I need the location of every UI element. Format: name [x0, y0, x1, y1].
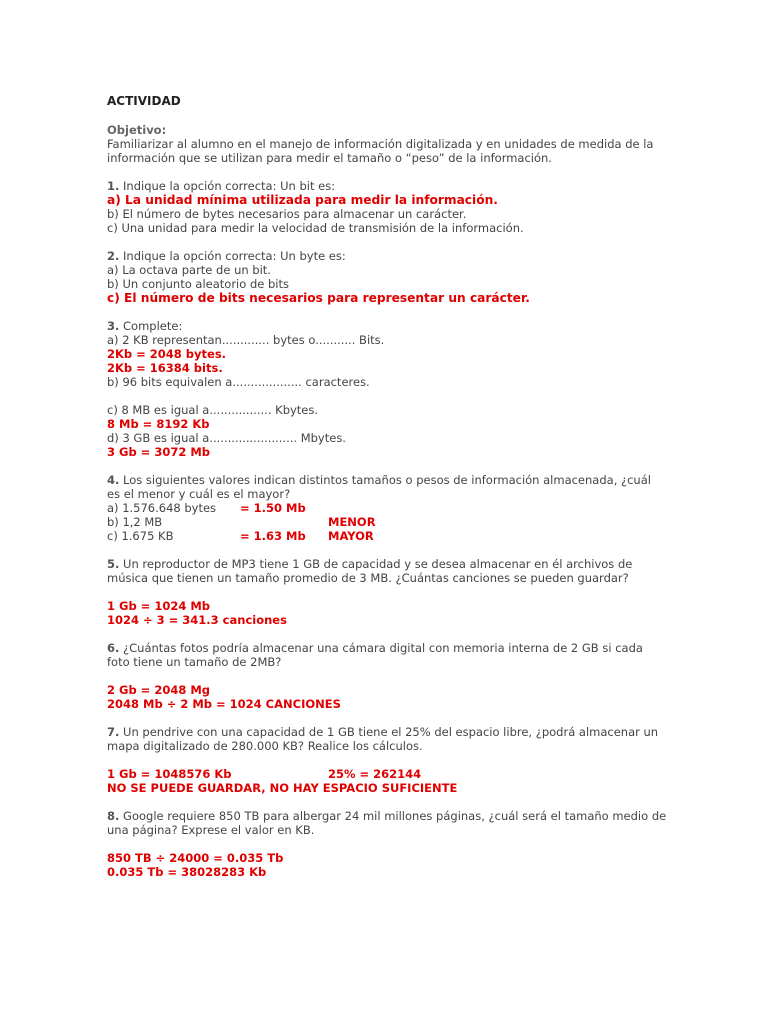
option: c) Una unidad para medir la velocidad de transmisión de la información.: [107, 221, 524, 235]
answer-option: a) La unidad mínima utilizada para medir la información.: [107, 193, 498, 207]
question-3: [107, 319, 667, 333]
option: b) El número de bytes necesarios para almacenar un carácter.: [107, 207, 467, 221]
item: c) 8 MB es igual a................. Kbytes.: [107, 403, 319, 417]
answer: 8 Mb = 8192 Kb: [107, 417, 210, 431]
question-prompt: Un pendrive con una capacidad de 1 GB tiene el 25% del espacio libre, ¿podrá almacenar un mapa digitalizado de 280.000 KB? Realice los cálculos.: [107, 725, 659, 753]
question-prompt: Los siguientes valores indican distintos tamaños o pesos de información almacenada, ¿cuál es el menor y cuál es el mayor?: [107, 473, 651, 501]
answer: = 1.63 Mb: [240, 529, 306, 543]
question-8: [107, 809, 667, 837]
answer-option: c) El número de bits necesarios para representar un carácter.: [107, 291, 530, 305]
question-number: 2.: [107, 249, 120, 263]
answer: MAYOR: [328, 529, 374, 543]
q7-row-1: [107, 767, 667, 781]
item: a) 1.576.648 bytes: [107, 501, 217, 515]
answer: MENOR: [328, 515, 376, 529]
answer: 25% = 262144: [328, 767, 422, 781]
question-number: 4.: [107, 473, 120, 487]
answer: = 1.50 Mb: [240, 501, 306, 515]
answer: 2 Gb = 2048 Mg: [107, 683, 211, 697]
question-number: 6.: [107, 641, 120, 655]
item: c) 1.675 KB: [107, 529, 174, 543]
option: b) Un conjunto aleatorio de bits: [107, 277, 289, 291]
objective-text: Familiarizar al alumno en el manejo de información digitalizada y en unidades de medida de la información que se utilizan para medir el tamaño o “peso” de la información.: [107, 137, 654, 165]
answer: 2Kb = 2048 bytes.: [107, 347, 227, 361]
question-prompt: Complete:: [123, 319, 183, 333]
answer: 2Kb = 16384 bits.: [107, 361, 223, 375]
question-number: 3.: [107, 319, 120, 333]
question-prompt: Indique la opción correcta: Un byte es:: [123, 249, 346, 263]
answer: 850 TB ÷ 24000 = 0.035 Tb: [107, 851, 284, 865]
question-number: 8.: [107, 809, 120, 823]
question-6: [107, 641, 667, 669]
item: b) 1,2 MB: [107, 515, 163, 529]
question-number: 5.: [107, 557, 120, 571]
option: a) La octava parte de un bit.: [107, 263, 271, 277]
item: d) 3 GB es igual a........................ Mbytes.: [107, 431, 346, 445]
objective-label: Objetivo:: [107, 123, 167, 137]
answer: 0.035 Tb = 38028283 Kb: [107, 865, 267, 879]
question-5: [107, 557, 667, 585]
question-7: [107, 725, 667, 753]
question-prompt: Indique la opción correcta: Un bit es:: [123, 179, 336, 193]
question-4: [107, 473, 667, 501]
q4-row-b: [107, 515, 667, 529]
q4-row-a: [107, 501, 667, 515]
question-number: 1.: [107, 179, 120, 193]
answer: NO SE PUEDE GUARDAR, NO HAY ESPACIO SUFICIENTE: [107, 781, 458, 795]
question-prompt: ¿Cuántas fotos podría almacenar una cámara digital con memoria interna de 2 GB si cada foto tiene un tamaño de 2MB?: [107, 641, 643, 669]
answer: 1024 ÷ 3 = 341.3 canciones: [107, 613, 287, 627]
q4-row-c: [107, 529, 667, 543]
question-prompt: Google requiere 850 TB para albergar 24 mil millones páginas, ¿cuál será el tamaño medio de una página? Exprese el valor en KB.: [107, 809, 667, 837]
document-content: [107, 94, 667, 879]
question-number: 7.: [107, 725, 120, 739]
item: a) 2 KB representan............. bytes o........... Bits.: [107, 333, 385, 347]
answer: 2048 Mb ÷ 2 Mb = 1024 CANCIONES: [107, 697, 341, 711]
question-2: [107, 249, 667, 263]
answer: 1 Gb = 1024 Mb: [107, 599, 211, 613]
question-prompt: Un reproductor de MP3 tiene 1 GB de capacidad y se desea almacenar en él archivos de música que tienen un tamaño promedio de 3 MB. ¿Cuántas canciones se pueden guardar?: [107, 557, 633, 585]
item: b) 96 bits equivalen a................... caracteres.: [107, 375, 370, 389]
answer: 3 Gb = 3072 Mb: [107, 445, 211, 459]
answer: 1 Gb = 1048576 Kb: [107, 767, 232, 781]
page-title: ACTIVIDAD: [107, 94, 181, 108]
question-1: [107, 179, 667, 193]
